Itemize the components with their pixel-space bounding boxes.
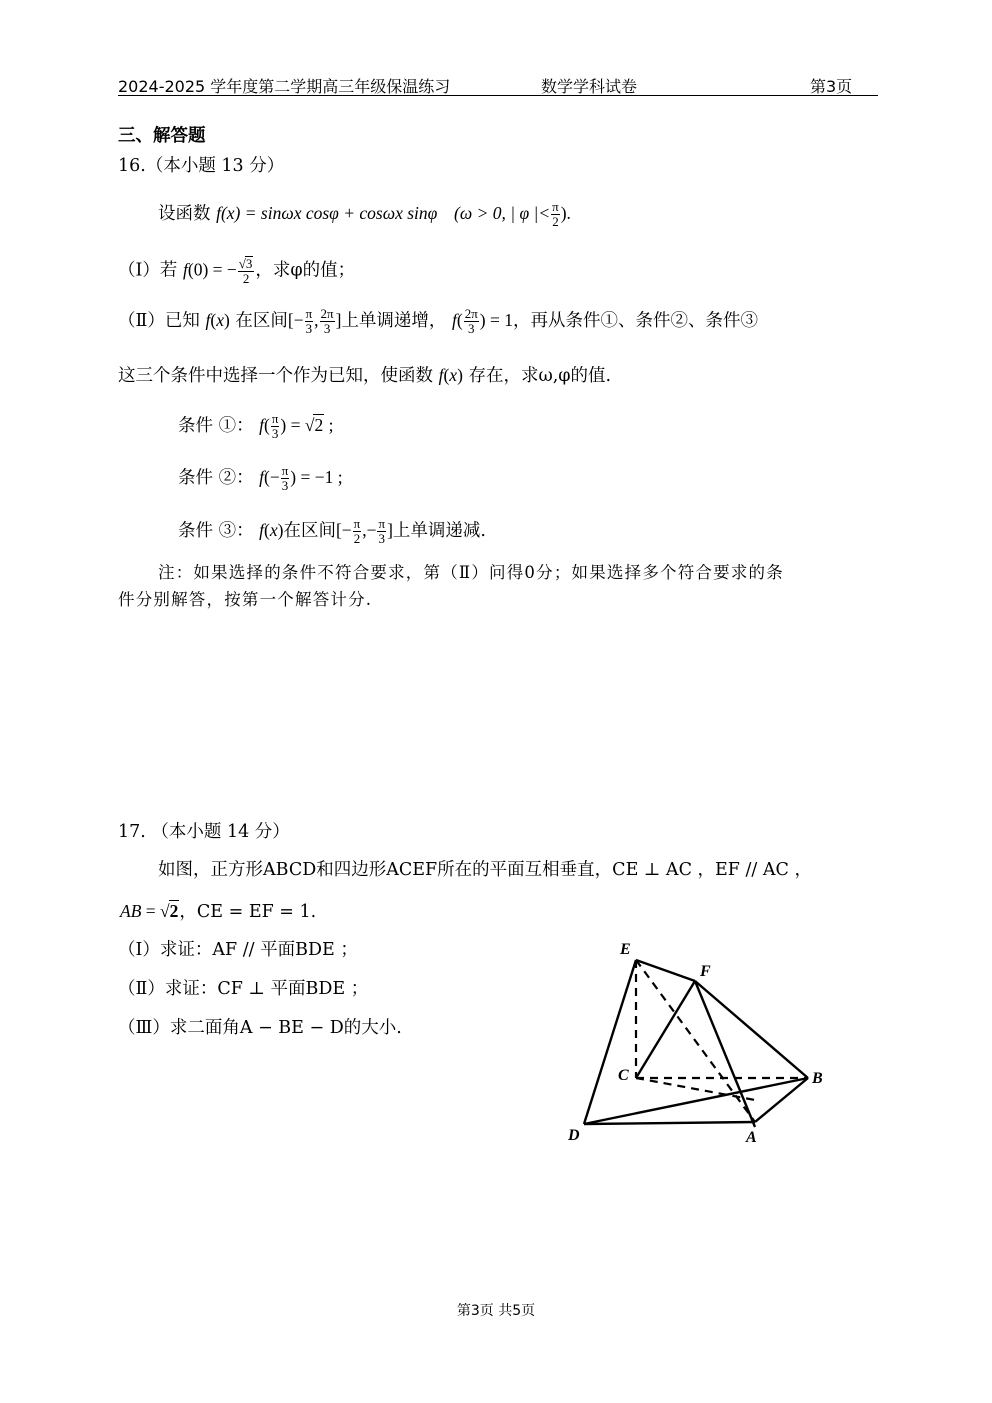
cond1-label: 条件 ①： xyxy=(178,416,254,436)
q16-note-line2: 件分别解答，按第一个解答计分. xyxy=(118,590,373,609)
footer-page-number: 第3页 共5页 xyxy=(456,1303,536,1319)
cond3-mid: 在区间 xyxy=(283,521,336,541)
section-title: 三、解答题 xyxy=(118,126,206,146)
q16-part2-mid: 在区间 xyxy=(235,311,288,331)
label-C: C xyxy=(618,1067,629,1084)
q16-part2-line2-text: 这三个条件中选择一个作为已知，使函数 xyxy=(118,366,433,386)
label-E: E xyxy=(620,941,631,958)
label-D: D xyxy=(568,1127,580,1144)
q16-part2-tail: ，再从条件①、条件②、条件③ xyxy=(513,311,758,331)
q16-cond1: 条件 ①： f( $\frac{\pi}{3}$ ) = √2 ; xyxy=(178,411,334,441)
q16-part2: （Ⅱ）已知 f(x) 在区间[− $\frac{\pi}{3}$ , $\frac{2\pi}{3}$ ]上单调递增， f( $\frac{2\pi}{3}$ ) = 1，再从条件①、条件②、条件③ xyxy=(118,306,758,336)
cond2-label: 条件 ②： xyxy=(178,468,254,488)
header-center: 数学学科试卷 xyxy=(541,77,638,96)
header-left: 2024-2025 学年度第二学期高三年级保温练习 xyxy=(118,77,451,96)
q16-intro-cond: (ω > 0, | φ |< xyxy=(454,203,551,223)
q16-intro-prefix: 设函数 xyxy=(158,204,211,224)
label-F: F xyxy=(700,963,711,980)
geometry-figure xyxy=(560,930,840,1150)
q17-part2: （Ⅱ）求证：CF ⊥ 平面BDE ； xyxy=(118,979,369,999)
q16-intro: 设函数 f(x) = sinωx cosφ + cosωx sinφ (ω > 0, | φ |< $\frac{\pi}{2}$ ). xyxy=(158,199,571,229)
q17-label: 17. （本小题 14 分） xyxy=(118,822,290,842)
q16-cond3: 条件 ③： f(x)在区间[− $\frac{\pi}{2}$ ,− $\frac{\pi}{3}$ ]上单调递减. xyxy=(178,516,486,546)
edge-ED xyxy=(584,960,636,1124)
q16-part2-line2-tail: 存在，求ω,φ的值. xyxy=(468,366,612,386)
q16-label: 16.（本小题 13 分） xyxy=(118,156,285,176)
frac-pi-over-2: $\frac{\pi}{2}$ xyxy=(552,199,559,229)
frac-sqrt3-over-2: $\frac{√3}{2}$ xyxy=(238,256,253,286)
edge-EF xyxy=(636,960,695,981)
q16-part1-label: （Ⅰ）若 xyxy=(118,260,178,281)
header-rule xyxy=(118,95,878,96)
q17-part1: （Ⅰ）求证：AF // 平面BDE ； xyxy=(118,940,358,960)
edge-DB xyxy=(584,1078,808,1124)
q17-line2: AB = √2，CE = EF = 1. xyxy=(120,901,317,922)
q16-intro-formula: f(x) = sinωx cosφ + cosωx sinφ xyxy=(216,203,438,223)
q16-part2-mid2: 上单调递增， xyxy=(341,311,447,331)
q17-line1: 如图，正方形ABCD和四边形ACEF所在的平面互相垂直，CE ⊥ AC ，EF // AC ， xyxy=(158,860,812,880)
q16-part1: （Ⅰ）若 f(0) = − $\frac{√3}{2}$ ，求φ的值； xyxy=(118,256,356,286)
q17-part3: （Ⅲ）求二面角A − BE − D的大小. xyxy=(118,1018,402,1038)
header-page: 第3页 xyxy=(810,77,853,96)
q16-part1-tail: ，求φ的值； xyxy=(255,260,356,281)
label-B: B xyxy=(812,1070,823,1087)
edge-DA xyxy=(584,1122,755,1124)
q16-part2-line2: 这三个条件中选择一个作为已知，使函数 f(x) 存在，求ω,φ的值. xyxy=(118,365,612,386)
cond3-tail: 上单调递减. xyxy=(392,521,486,541)
label-A: A xyxy=(746,1129,757,1146)
q16-note-line1: 注：如果选择的条件不符合要求，第（Ⅱ）问得0分；如果选择多个符合要求的条 xyxy=(158,563,784,582)
q16-part2-label: （Ⅱ）已知 xyxy=(118,311,200,331)
q16-cond2: 条件 ②： f(− $\frac{\pi}{3}$ ) = −1 ; xyxy=(178,463,343,493)
cond3-label: 条件 ③： xyxy=(178,521,254,541)
q17-line2-tail: ，CE = EF = 1. xyxy=(179,902,317,922)
